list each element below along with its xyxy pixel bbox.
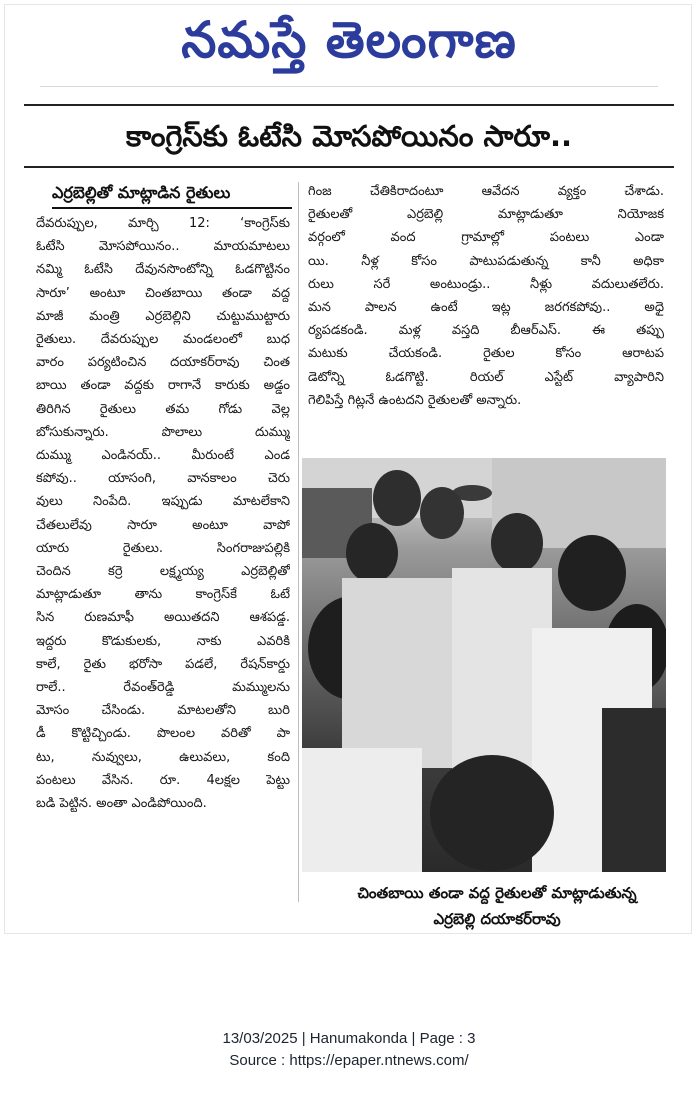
caption-line-2: ఎర్రబెల్లి దయాకర్‌రావు <box>433 910 561 928</box>
body-line: యి. నీళ్ల కోసం పాటుపడుతున్న కానీ అధికా <box>308 253 664 269</box>
source-link[interactable]: Source : https://epaper.ntnews.com/ <box>229 1052 469 1069</box>
body-line: పంటలు వేసిన. రూ. 4లక్షల పెట్టు <box>36 772 290 788</box>
page-footer <box>0 1028 698 1072</box>
column-divider <box>298 182 299 902</box>
body-line: వులు నింపేది. ఇప్పుడు మాటలేకాని <box>36 494 290 510</box>
body-line: వారం పర్యటించిన దయాకర్‌రావు చింత <box>36 355 290 371</box>
photo-caption <box>302 880 692 932</box>
news-photo <box>302 458 666 872</box>
body-line: టు, నువ్వులు, ఉలువలు, కంది <box>36 749 290 765</box>
body-line: దుమ్ము ఎండినయ్.. మీరుంటే ఎండ <box>36 448 290 464</box>
article-subheading: ఎర్రబెల్లితో మాట్లాడిన రైతులు <box>52 183 231 202</box>
body-line: కాలే, రైతు భరోసా పడలే, రేషన్‌కార్డు <box>36 656 290 672</box>
body-line: రాలే.. రేవంత్‌రెడ్డి మమ్ములను <box>36 680 290 696</box>
body-line: ర్యపడకండి. మళ్ల వస్తది బీఆర్‌ఎస్. ఈ తప్పు <box>308 323 664 339</box>
body-line: మాట్లాడుతూ తాను కాంగ్రెస్‌కే ఓటే <box>36 587 290 603</box>
body-line: యారు రైతులు. సింగరాజుపల్లికి <box>36 540 290 556</box>
body-line: చేతలులేవు సారూ అంటూ వాపో <box>36 517 290 533</box>
caption-line-1: చింతబాయి తండా వద్ద రైతులతో మాట్లాడుతున్న <box>357 884 637 902</box>
body-line: సారూ’ అంటూ చింతబాయి తండా వద్ద <box>36 285 290 301</box>
body-line: బాయి తండా వద్దకు రాగానే కారుకు అడ్డం <box>36 378 290 394</box>
edition-info: 13/03/2025 | Hanumakonda | Page : 3 <box>222 1030 476 1047</box>
body-line: మటుకు చేయకండి. రైతుల కోసం ఆరాటప <box>308 346 664 362</box>
body-line: చెందిన కర్రె లక్ష్మయ్య ఎర్రబెల్లితో <box>36 564 290 580</box>
body-line: గింజ చేతికిరాదంటూ ఆవేదన వ్యక్తం చేశాడు. <box>308 184 664 199</box>
body-line: ఓటేసి మోసపోయినం.. మాయమాటలు <box>36 239 290 255</box>
body-line: మన పాలన ఉంటే ఇట్ల జరగకపోవు.. అధై <box>308 300 664 316</box>
body-line: వర్గంలో వంద గ్రామాల్లో పంటలు ఎండా <box>308 230 664 246</box>
masthead-title: నమస్తే తెలంగాణ <box>181 11 517 69</box>
body-line: డీ కొట్టిచ్చిండు. పొలంల వరితో పా <box>36 726 290 742</box>
body-line: బడి పెట్టిన. అంతా ఎండిపోయింది. <box>36 796 207 812</box>
body-line: మాజీ మంత్రి ఎర్రబెల్లిని చుట్టుముట్టారు <box>36 308 290 324</box>
body-line: ఇద్దరు కొడుకులకు, నాకు ఎవరికి <box>36 633 290 649</box>
body-line: రైతులు. దేవరుప్పుల మండలంలో బుధ <box>36 332 290 348</box>
body-line: రులు సరే అంటుండ్రు.. నీళ్లు వదులుతలేరు. <box>308 276 664 292</box>
body-line: రైతులతో ఎర్రబెల్లి మాట్లాడుతూ నియోజక <box>308 207 664 223</box>
body-line: తిరిగిన రైతులు తమ గోడు వెల్ల <box>36 401 290 417</box>
body-line: దేవరుప్పుల, మార్చి 12: ‘కాంగ్రెస్‌కు <box>36 216 290 231</box>
body-line: మోసం చేసిండు. మాటలతోని బురి <box>36 703 290 719</box>
article-headline: కాంగ్రెస్‌కు ఓటేసి మోసపోయినం సారూ.. <box>24 104 674 168</box>
body-line: సిన రుణమాఫీ అయితదని ఆశపడ్డ. <box>36 610 290 626</box>
article-body-left-column <box>36 212 290 815</box>
subheading-underline <box>52 207 292 209</box>
body-line: నమ్మి ఓటేసి దేవునసొంటోన్ని ఓడగొట్టినం <box>36 262 290 278</box>
body-line: కపోవు.. యాసంగి, వానకాలం చెరు <box>36 471 290 487</box>
article-body-right-column <box>308 180 664 412</box>
body-line: బోసుకున్నారు. పొలాలు దుమ్ము <box>36 424 290 440</box>
body-line: గెలిపిస్తే గిట్లనే ఉంటదని రైతులతో అన్నారు. <box>308 392 522 408</box>
masthead-rule <box>40 86 658 87</box>
body-line: డెటోన్ని ఓడగొట్టి. రియల్ ఎస్టేట్ వ్యాపారిని <box>308 369 664 385</box>
